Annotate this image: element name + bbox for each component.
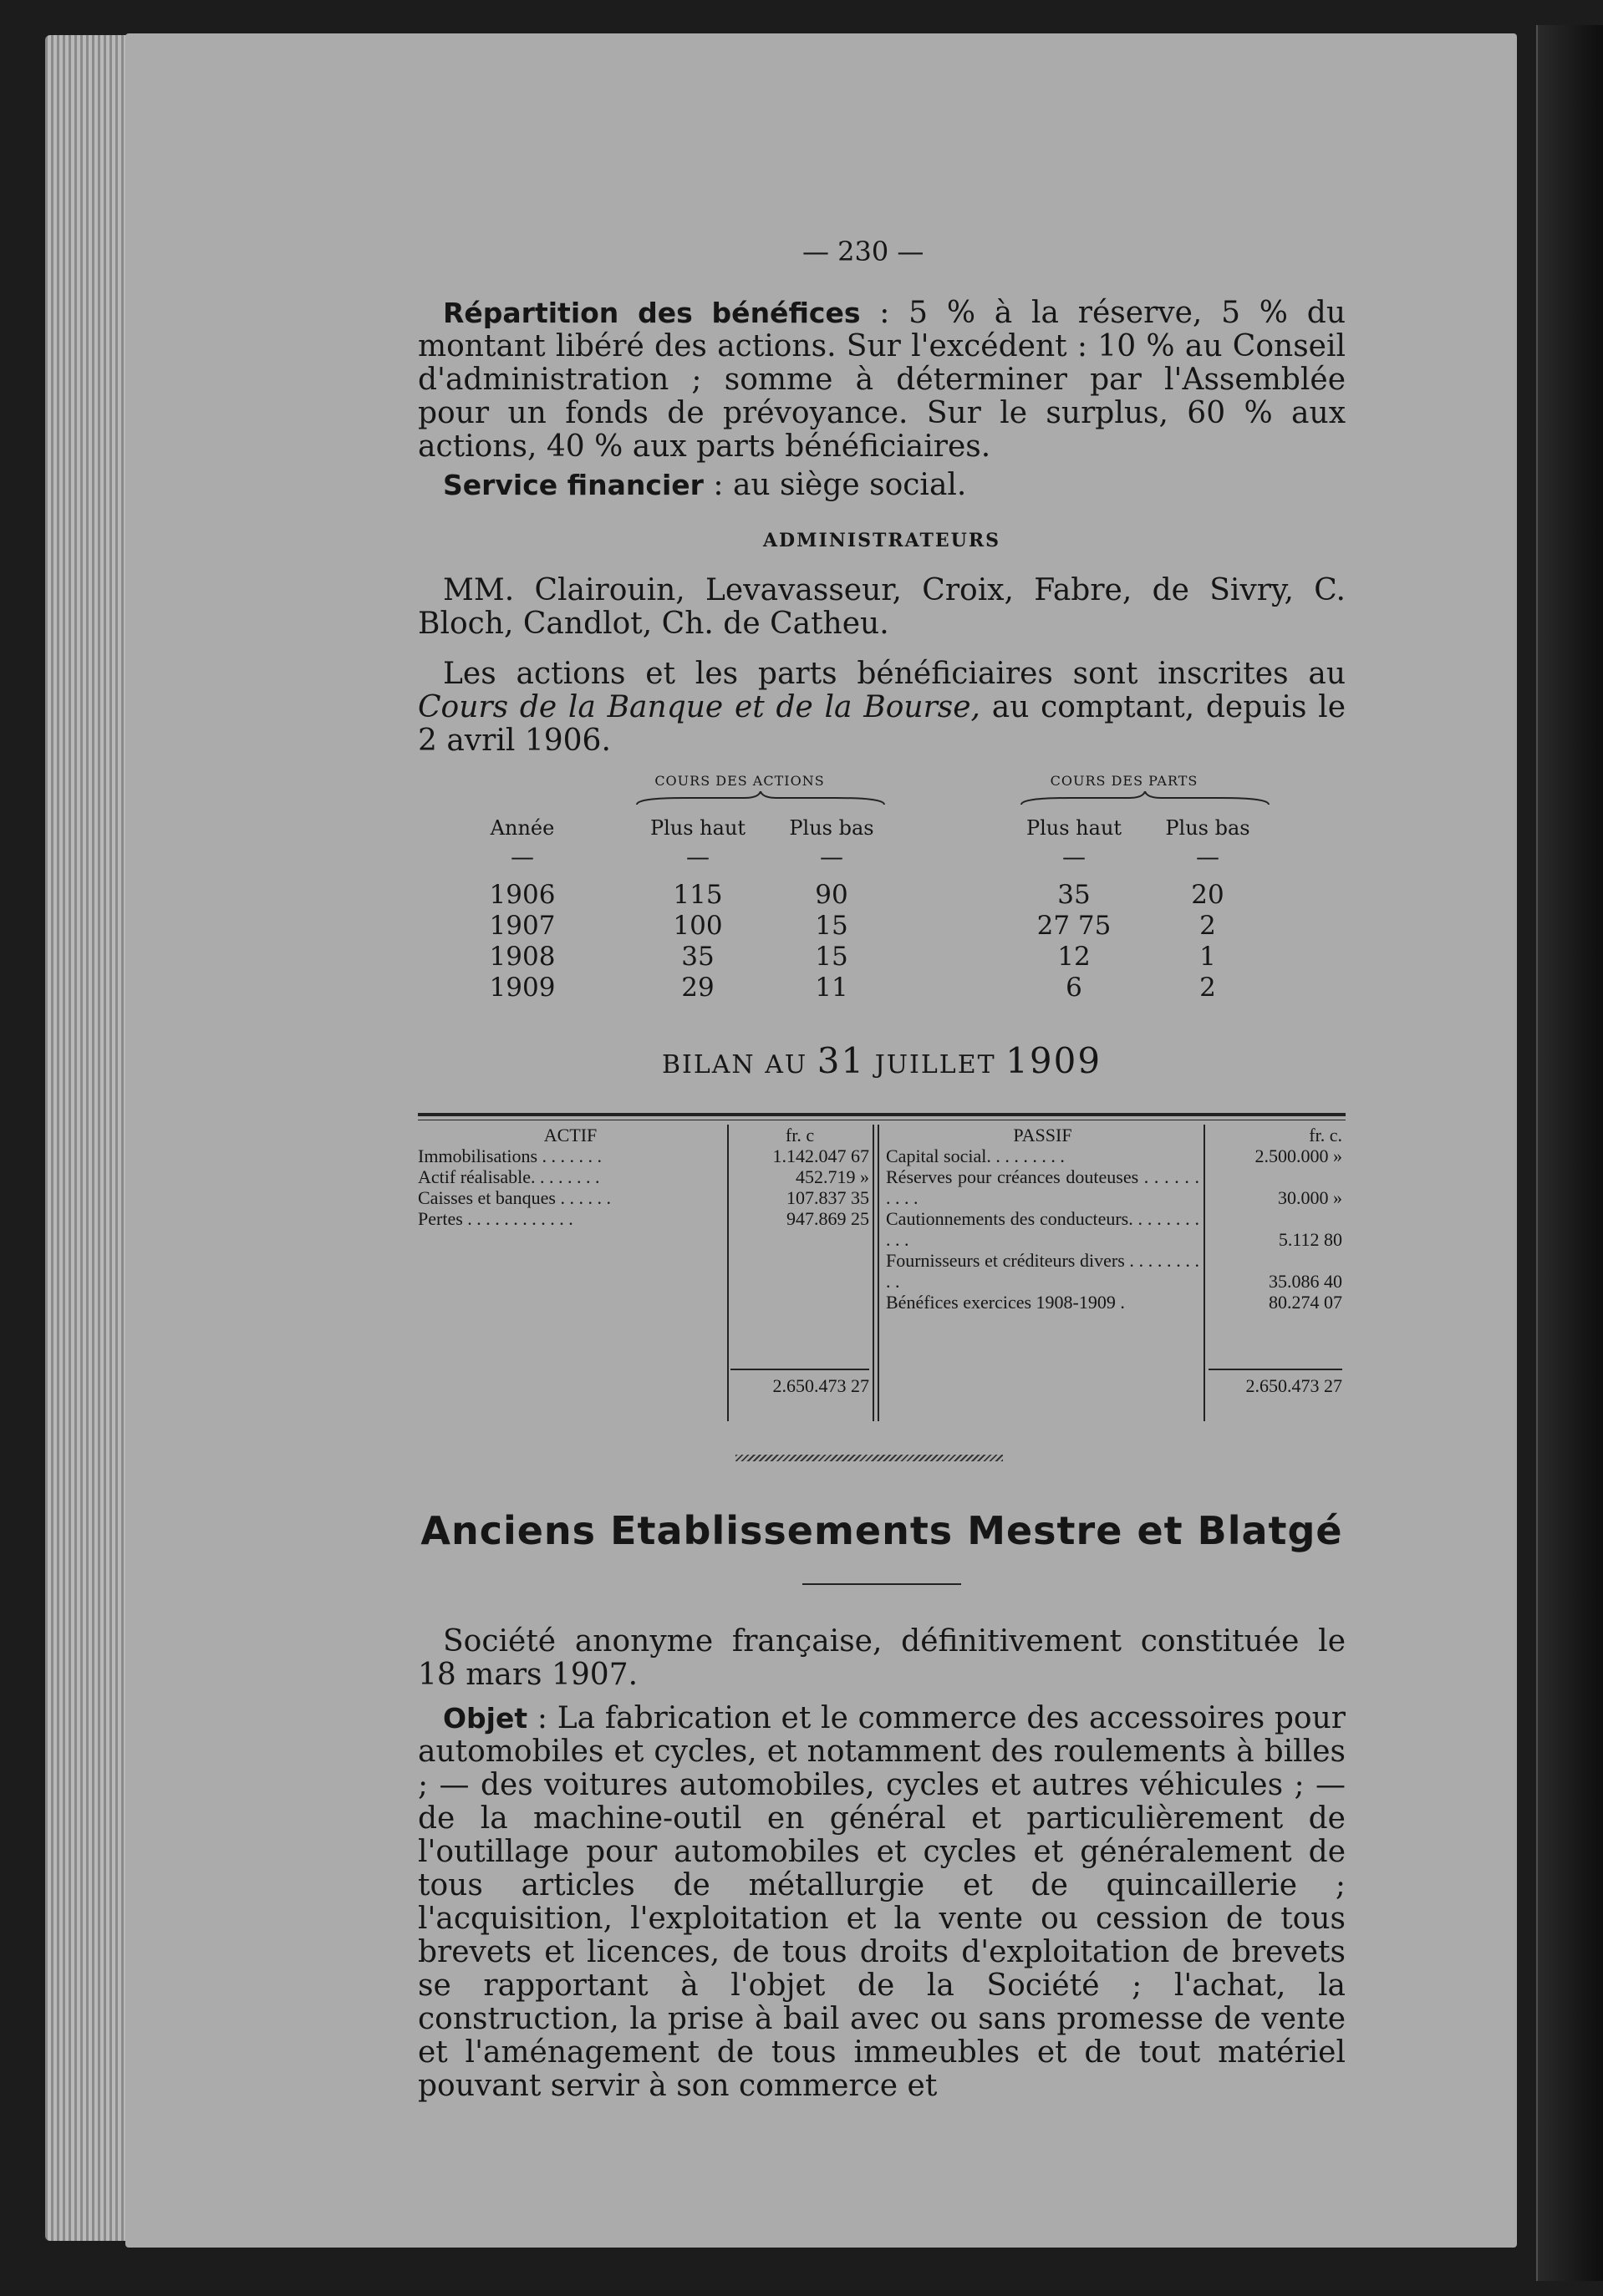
passif-values — [1209, 1125, 1342, 1396]
group-parts-label: COURS DES PARTS — [1050, 773, 1198, 789]
cours-cell: 100 — [673, 911, 723, 941]
group-actions-label: COURS DES ACTIONS — [654, 773, 825, 789]
cours-cell: 6 — [1066, 973, 1082, 1003]
actif-total: 2.650.473 27 — [772, 1375, 869, 1396]
bilan-pre: BILAN AU — [661, 1050, 817, 1079]
cours-cell: 1 — [1199, 942, 1216, 972]
bilan-day: 31 — [817, 1040, 866, 1081]
cours-cell: 1906 — [489, 880, 556, 910]
bilan-month: JUILLET — [865, 1050, 1006, 1079]
cours-cell: 11 — [815, 973, 848, 1003]
cours-cell: 2 — [1199, 973, 1216, 1003]
actif-labels — [418, 1125, 723, 1229]
vline-1 — [727, 1125, 729, 1421]
objet-paragraph — [418, 1702, 1346, 2103]
passif-item-value: 5.112 80 — [1278, 1229, 1342, 1250]
header-parts-haut: Plus haut — [1025, 816, 1122, 840]
dash: — — [820, 843, 843, 871]
service-text: : au siège social. — [703, 468, 967, 502]
actif-item-label: Pertes . . . . . . . . . . . . — [418, 1208, 573, 1229]
actif-label-list — [418, 1145, 723, 1229]
title-rule — [802, 1583, 961, 1585]
dash: — — [511, 843, 534, 871]
passif-labels — [886, 1125, 1199, 1313]
vline-4 — [1204, 1125, 1205, 1421]
cours-cell: 90 — [815, 880, 848, 910]
passif-item-label: Bénéfices exercices 1908-1909 . — [886, 1292, 1125, 1313]
objet-text: : La fabrication et le commerce des accessoires pour automobiles et cycles, et notamment des roulements à billes ; — des voitures automobiles, cycles et autres véhicules ; — de la machine-outil en général et particulièrement de l'outillage pour automobiles et cycles et généralement de tous articles de métallurgie et de quincaillerie ; l'acquisition, l'exploitation et la vente ou cession de tous brevets et licences, de tous droits d'exploitation de brevets se rapportant à l'objet de la Société ; l'achat, la construction, la prise à bail avec ou sans promesse de vente et l'aménagement de tous immeubles et de tout matériel pouvant servir à son commerce et — [418, 1701, 1346, 2103]
dash: — — [1196, 843, 1219, 871]
cours-cell: 35 — [1057, 880, 1091, 910]
passif-value-list — [1209, 1145, 1342, 1313]
actif-item-value: 1.142.047 67 — [772, 1145, 869, 1166]
actif-unit: fr. c — [785, 1125, 815, 1145]
header-annee: Année — [490, 816, 555, 840]
repartition-label: Répartition des bénéfices — [443, 297, 861, 329]
dash: — — [1062, 843, 1086, 871]
cours-cell: 15 — [815, 911, 848, 941]
passif-item-value: 2.500.000 » — [1254, 1145, 1342, 1166]
objet-label: Objet — [443, 1702, 528, 1735]
cotation-paragraph — [418, 658, 1346, 758]
company-title: Anciens Etablissements Mestre et Blatgé — [420, 1508, 1343, 1553]
repartition-text: : 5 % à la réserve, 5 % du montant libéré des actions. Sur l'excédent : 10 % au Conseil d'administration ; somme à déterminer par l'Assemblée pour un fonds de prévoyance. Sur le surplus, 60 % aux actions, 40 % aux parts bénéficiaires. — [418, 296, 1346, 464]
book-spine — [1538, 25, 1603, 2281]
actif-item-value: 452.719 » — [796, 1166, 869, 1187]
actif-total-rule — [730, 1369, 869, 1370]
passif-item-label: Cautionnements des conducteurs. . . . . . . . . . . — [886, 1208, 1199, 1250]
actif-item-label: Caisses et banques . . . . . . — [418, 1187, 611, 1208]
page-number: — 230 — — [802, 236, 924, 267]
cotation-pre: Les actions et les parts bénéficiaires sont inscrites au — [443, 657, 1346, 691]
brace-parts — [1020, 791, 1270, 808]
passif-total: 2.650.473 27 — [1245, 1375, 1342, 1396]
cours-cell: 1907 — [489, 911, 556, 941]
brace-actions — [635, 791, 886, 808]
repartition-paragraph — [418, 297, 1346, 464]
actif-item-value: 947.869 25 — [786, 1208, 869, 1229]
bilan-title — [418, 1040, 1346, 1081]
vline-3 — [878, 1125, 879, 1421]
cotation-post: au comptant, depuis le 2 avril 1906. — [418, 690, 1346, 758]
header-actions-haut: Plus haut — [649, 816, 746, 840]
actif-item-value: 107.837 35 — [786, 1187, 869, 1208]
vline-2 — [873, 1125, 874, 1421]
admin-heading: ADMINISTRATEURS — [762, 530, 1001, 551]
cours-cell: 115 — [673, 880, 723, 910]
passif-item-label: Fournisseurs et créditeurs divers . . . . . . . . . . — [886, 1250, 1199, 1292]
actif-values — [730, 1125, 869, 1396]
passif-unit: fr. c. — [1309, 1125, 1342, 1145]
passif-item-label: Capital social. . . . . . . . . — [886, 1145, 1065, 1166]
cours-cell: 20 — [1191, 880, 1224, 910]
cours-cell: 29 — [681, 973, 715, 1003]
cotation-em: Cours de la Banque et de la Bourse, — [418, 690, 980, 724]
passif-item-label: Réserves pour créances douteuses . . . . . . . . . . — [886, 1166, 1199, 1208]
cours-cell: 1909 — [489, 973, 556, 1003]
passif-label-list — [886, 1145, 1199, 1313]
bilan-top-rule — [418, 1113, 1346, 1120]
passif-item-value: 35.086 40 — [1269, 1271, 1342, 1292]
passif-total-rule — [1209, 1369, 1342, 1370]
bilan-table — [418, 1113, 1346, 1422]
page-edges — [45, 35, 137, 2241]
dash: — — [686, 843, 710, 871]
service-paragraph — [418, 469, 1346, 502]
service-label: Service financier — [443, 469, 704, 501]
actif-item-label: Actif réalisable. . . . . . . . — [418, 1166, 600, 1187]
cours-cell: 15 — [815, 942, 848, 972]
cours-cell: 27 75 — [1036, 911, 1112, 941]
cours-cell: 1908 — [489, 942, 556, 972]
passif-item-value: 30.000 » — [1278, 1187, 1342, 1208]
passif-item-value: 80.274 07 — [1269, 1292, 1342, 1313]
cours-cell: 12 — [1057, 942, 1091, 972]
actif-value-list — [730, 1145, 869, 1229]
wavy-separator — [735, 1455, 1003, 1461]
actif-heading: ACTIF — [543, 1125, 598, 1145]
top-text — [418, 297, 1346, 758]
company-text — [418, 1625, 1346, 2103]
cours-cell: 35 — [681, 942, 715, 972]
intro-paragraph: Société anonyme française, définitivement constituée le 18 mars 1907. — [418, 1624, 1346, 1692]
admins-paragraph: MM. Clairouin, Levavasseur, Croix, Fabre, de Sivry, C. Bloch, Candlot, Ch. de Catheu. — [418, 573, 1346, 641]
actif-item-label: Immobilisations . . . . . . . — [418, 1145, 602, 1166]
passif-heading: PASSIF — [1013, 1125, 1072, 1145]
header-parts-bas: Plus bas — [1165, 816, 1250, 840]
bilan-year: 1909 — [1005, 1040, 1102, 1081]
header-actions-bas: Plus bas — [789, 816, 874, 840]
cours-cell: 2 — [1199, 911, 1216, 941]
